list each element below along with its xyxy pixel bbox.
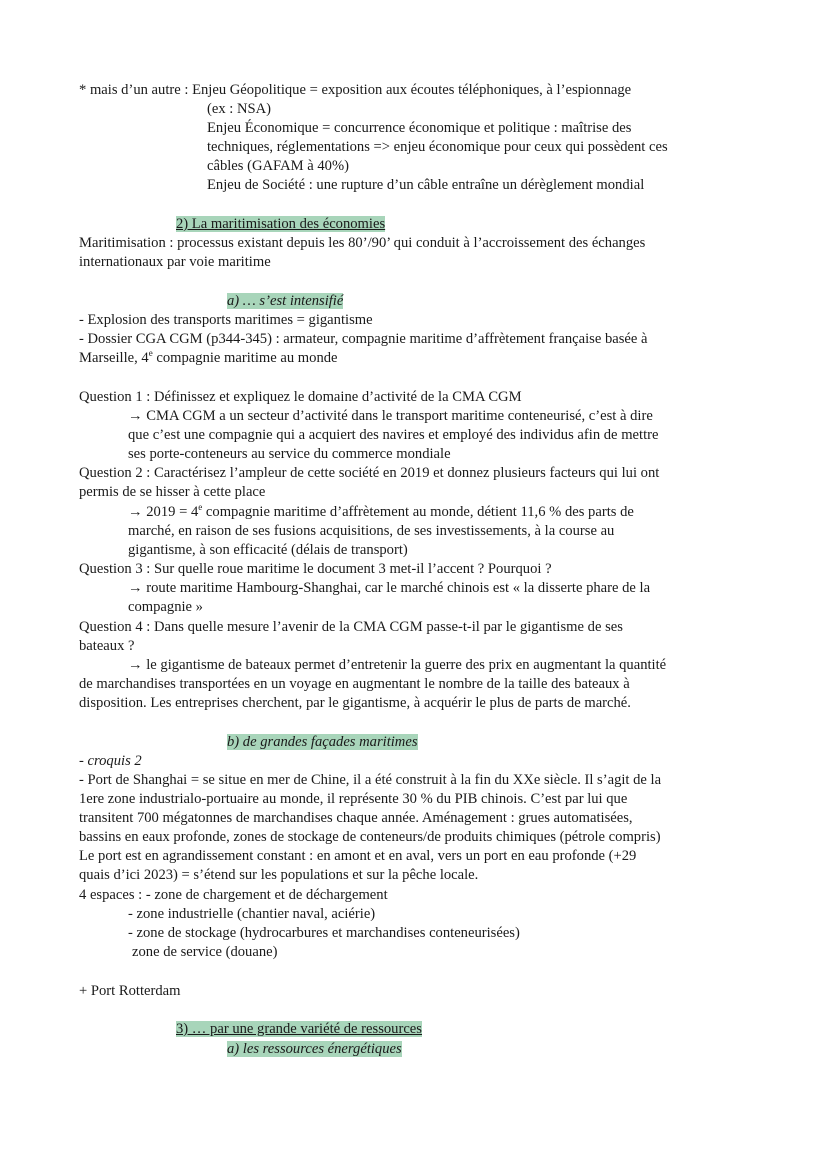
subsection-heading-text: b) de grandes façades maritimes <box>227 734 418 750</box>
section-heading-text: 2) La maritimisation des économies <box>176 216 386 232</box>
text-line: (ex : NSA) <box>207 101 272 117</box>
text-segment: compagnie maritime d’affrètement au monde, détient 11,6 % des parts de <box>202 504 634 520</box>
answer-line: de marchandises transportées en un voyage en augmentant le nombre de la taille des bateaux à <box>79 676 630 692</box>
subsection-heading-text: a) … s’est intensifié <box>227 293 344 309</box>
text-line: Enjeu Économique = concurrence économique et politique : maîtrise des <box>207 120 632 136</box>
text-line: transitent 700 mégatonnes de marchandises chaque année. Aménagement : grues automatisées, <box>79 810 633 826</box>
text-line: 1ere zone industrialo-portuaire au monde, il représente 30 % du PIB chinois. C’est par lui que <box>79 791 628 807</box>
answer-line: ses porte-conteneurs au service du commerce mondiale <box>128 446 451 462</box>
superscript: e <box>148 348 153 359</box>
text-line: - Dossier CGA CGM (p344-345) : armateur, compagnie maritime d’affrètement française basée à <box>79 331 648 347</box>
subsection-heading <box>227 1040 402 1059</box>
text-line: câbles (GAFAM à 40%) <box>207 158 349 174</box>
text-line: internationaux par voie maritime <box>79 254 271 270</box>
text-line: * mais d’un autre : Enjeu Géopolitique = exposition aux écoutes téléphoniques, à l’espionnage <box>79 82 632 98</box>
text-line: - Explosion des transports maritimes = gigantisme <box>79 312 373 328</box>
section-heading-text: 3) … par une grande variété de ressources <box>176 1021 422 1037</box>
text-line: techniques, réglementations => enjeu économique pour ceux qui possèdent ces <box>207 139 668 155</box>
answer-line: → le gigantisme de bateaux permet d’entretenir la guerre des prix en augmentant la quantité <box>128 657 667 673</box>
text-line: 4 espaces : - zone de chargement et de déchargement <box>79 887 388 903</box>
text-line: Le port est en agrandissement constant : en amont et en aval, vers un port en eau profonde (+29 <box>79 848 637 864</box>
question-4: Question 4 : Dans quelle mesure l’avenir de la CMA CGM passe-t-il par le gigantisme de ses <box>79 619 623 635</box>
text-segment: Marseille, 4 <box>79 350 149 366</box>
text-line: bassins en eaux profonde, zones de stockage de conteneurs/de produits chimiques (pétrole compris) <box>79 829 661 845</box>
subsection-heading <box>227 733 418 752</box>
answer-line: disposition. Les entreprises cherchent, par le gigantisme, à acquérir le plus de parts de marché. <box>79 695 631 711</box>
text-line: - zone industrielle (chantier naval, aciérie) <box>128 906 376 922</box>
subsection-heading-text: a) les ressources énergétiques <box>227 1041 402 1057</box>
section-heading <box>176 1020 422 1039</box>
answer-line: gigantisme, à son efficacité (délais de transport) <box>128 542 408 558</box>
answer-line: que c’est une compagnie qui a acquiert des navires et employé des individus afin de mettre <box>128 427 659 443</box>
text-line: - zone de stockage (hydrocarbures et marchandises conteneurisées) <box>128 925 520 941</box>
question-4-cont: bateaux ? <box>79 638 135 654</box>
answer-line: → route maritime Hambourg-Shanghai, car le marché chinois est « la disserte phare de la <box>128 580 651 596</box>
answer-line: marché, en raison de ses fusions acquisitions, de ses investissements, à la course au <box>128 523 615 539</box>
text-line: zone de service (douane) <box>132 944 278 960</box>
text-line: Maritimisation : processus existant depuis les 80’/90’ qui conduit à l’accroissement des échanges <box>79 235 646 251</box>
text-line: + Port Rotterdam <box>79 983 181 999</box>
question-3: Question 3 : Sur quelle roue maritime le document 3 met-il l’accent ? Pourquoi ? <box>79 561 552 577</box>
superscript: e <box>198 502 203 513</box>
answer-line <box>128 503 634 522</box>
text-line: quais d’ici 2023) = s’étend sur les populations et sur la pêche locale. <box>79 867 479 883</box>
subsection-heading <box>227 292 347 311</box>
question-2-cont: permis de se hisser à cette place <box>79 484 266 500</box>
text-segment: → 2019 = 4 <box>128 504 199 520</box>
text-line: - Port de Shanghai = se situe en mer de Chine, il a été construit à la fin du XXe siècle. Il s’agit de la <box>79 772 662 788</box>
answer-line: compagnie » <box>128 599 203 615</box>
text-line: - croquis 2 <box>79 753 142 769</box>
answer-line: → CMA CGM a un secteur d’activité dans le transport maritime conteneurisé, c’est à dire <box>128 408 653 424</box>
question-2: Question 2 : Caractérisez l’ampleur de cette société en 2019 et donnez plusieurs facteurs qui lui ont <box>79 465 660 481</box>
question-1: Question 1 : Définissez et expliquez le domaine d’activité de la CMA CGM <box>79 389 522 405</box>
text-line: Enjeu de Société : une rupture d’un câble entraîne un dérèglement mondial <box>207 177 645 193</box>
text-line <box>79 349 338 368</box>
text-segment: compagnie maritime au monde <box>152 350 338 366</box>
section-heading <box>176 215 385 234</box>
